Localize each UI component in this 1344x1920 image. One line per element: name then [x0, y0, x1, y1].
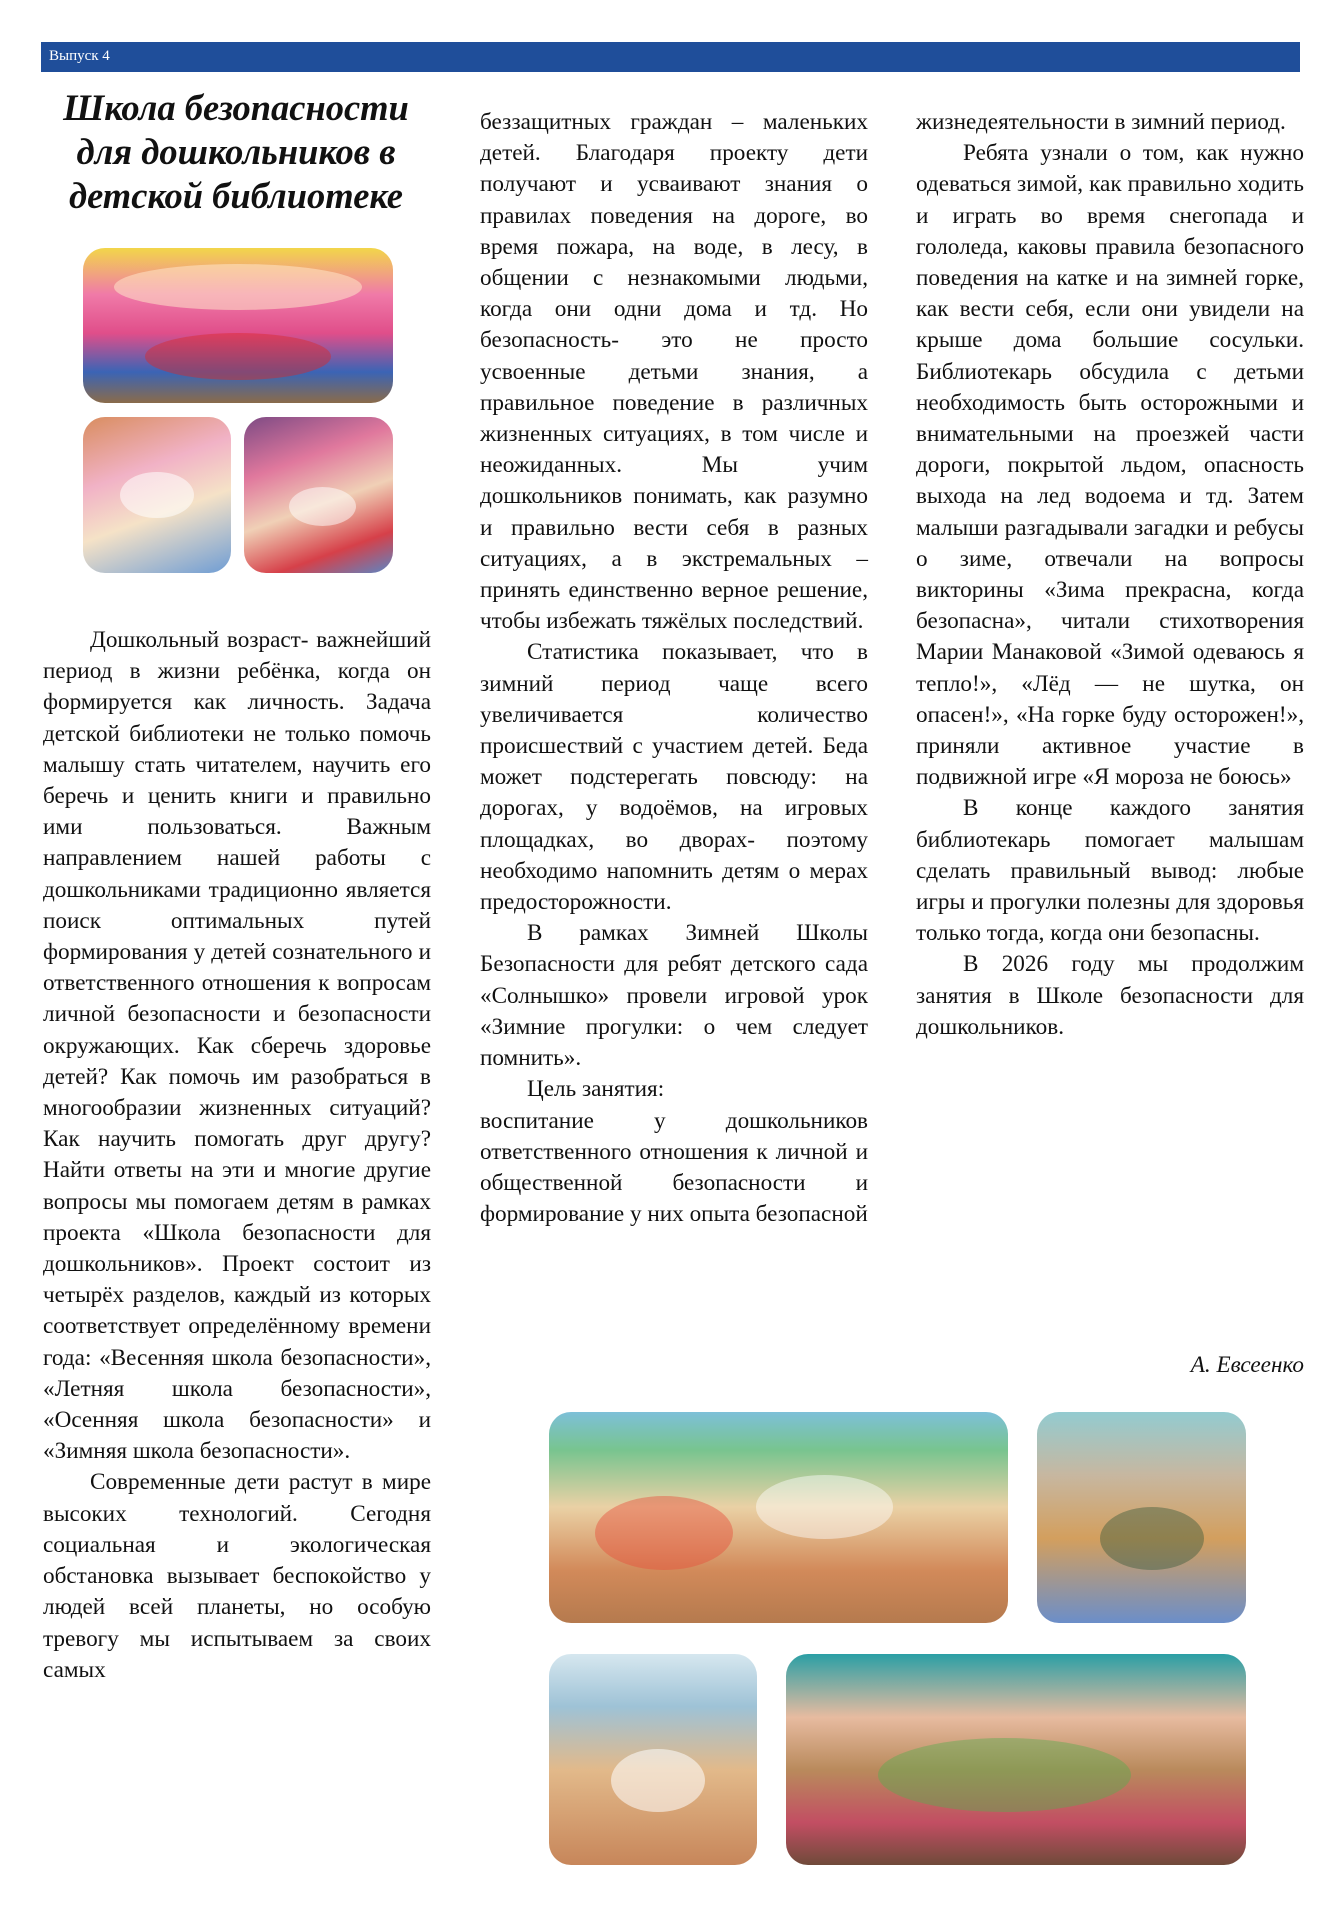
paragraph: В рамках Зимней Школы Безопасности для ребят детского сада «Солнышко» провели игровой урок «Зимние прогулки: о чем следует помнить». [480, 920, 868, 1072]
paragraph: Статистика показывает, что в зимний период чаще всего увеличивается количество происшествий с участием детей. Беда может подстерегать повсюду: на дорогах, у водоёмов, на игровых площадках, во дворах- поэтому необходимо напомнить детям о мерах предосторожности. [480, 639, 868, 916]
photo-children-table-right [244, 417, 393, 573]
text-column-1 [43, 625, 431, 1686]
text-column-3 [916, 107, 1304, 1043]
header-bar [41, 42, 1300, 72]
photo-children-table-left [83, 417, 231, 573]
article-title: Школа безопасности для дошкольников в детской библиотеке [63, 87, 409, 216]
paragraph: Современные дети растут в мире высоких технологий. Сегодня социальная и экологическая обстановка вызывает беспокойство у людей всей планеты, но особую тревогу мы испытываем за своих самых [43, 1469, 431, 1683]
photo-children-group [83, 248, 393, 403]
author-signature: А. Евсеенко [1190, 1352, 1304, 1378]
paragraph: Цель занятия: [527, 1076, 665, 1103]
paragraph: беззащитных граждан – маленьких детей. Благодаря проекту дети получают и усваивают знания о правилах поведения на дороге, во время пожара, на воде, в лесу, в общении с незнакомыми людьми, когда они одни дома и тд. Но безопасность- это не просто усвоенные детьми знания, а правильное поведение в различных жизненных ситуациях, в том числе и неожиданных. Мы учим дошкольников понимать, как разумно и правильно вести себя в разных ситуациях, а в экстремальных – принять единственно верное решение, чтобы избежать тяжёлых последствий. [480, 109, 868, 635]
issue-label: Выпуск 4 [49, 48, 110, 64]
photo-lesson-group [786, 1654, 1246, 1865]
paragraph: Ребята узнали о том, как нужно одеваться зимой, как правильно ходить и играть во время снегопада и гололеда, каковы правила безопасного поведения на катке и на зимней горке, как вести себя, если они увидели на крыше дома большие сосульки. Библиотекарь обсудила с детьми необходимость быть осторожными и внимательными на проезжей части дороги, покрытой льдом, опасность выхода на лед водоема и тд. Затем малыши разгадывали загадки и ребусы о зиме, отвечали на вопросы викторины «Зима прекрасна, когда безопасна», читали стихотворения Марии Манаковой «Зимой одеваюсь я тепло!», «Лёд — не шутка, он опасен!», «На горке буду осторожен!», приняли активное участие в подвижной игре «Я мороза не боюсь» [916, 140, 1304, 791]
photo-lesson-floor [549, 1654, 757, 1865]
photo-lesson-wide [549, 1412, 1008, 1623]
paragraph: Дошкольный возраст- важнейший период в жизни ребёнка, когда он формируется как личность. Задача детской библиотеки не только помочь малышу стать читателем, научить его беречь и ценить книги и правильно ими пользоваться. Важным направлением нашей работы с дошкольниками традиционно является поиск оптимальных путей формирования у детей сознательного и ответственного отношения к вопросам личной безопасности и безопасности окружающих. Как сберечь здоровье детей? Как помочь им разобраться в многообразии жизненных ситуаций? Как научить помогать друг другу? Найти ответы на эти и многие другие вопросы мы помогаем детям в рамках проекта «Школа безопасности для дошкольников». Проект состоит из четырёх разделов, каждый из которых соответствует определённому времени года: «Весенняя школа безопасности», «Летняя школа безопасности», «Осенняя школа безопасности» и «Зимняя школа безопасности». [43, 627, 431, 1465]
paragraph: В 2026 году мы продолжим занятия в Школе безопасности для дошкольников. [916, 951, 1304, 1040]
paragraph: воспитание у дошкольников ответственного отношения к личной и общественной безопасности и формирование у них опыта безопасной [480, 1107, 868, 1228]
paragraph: В конце каждого занятия библиотекарь помогает малышам сделать правильный вывод: любые игры и прогулки полезны для здоровья только тогда, когда они безопасны. [916, 795, 1304, 947]
text-column-2 [480, 107, 868, 1230]
paragraph: жизнедеятельности в зимний период. [916, 109, 1286, 135]
photo-lesson-puzzle [1037, 1412, 1246, 1623]
